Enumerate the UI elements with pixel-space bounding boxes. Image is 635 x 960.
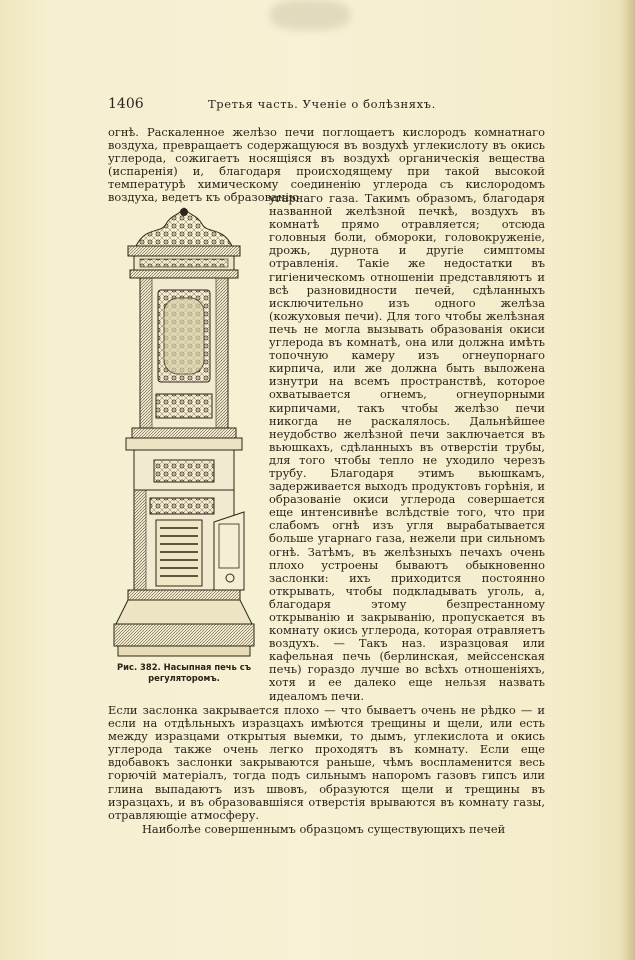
page-header [108, 96, 548, 112]
paragraph-column: угарнаго газа. Такимъ образомъ, благодаря названной желѣзной печкѣ, воздухъ въ комнатѣ прямо отравляется; отсюда головныя боли, обмороки, головокруженіе, дрожь, дурнота и другіе симптомы отравленія. Такіе же недостатки въ гигіеническомъ отношеніи представляютъ и всѣ разновидности печей, сдѣланныхъ исключительно изъ одного желѣза (кожуховыя печи). Для того чтобы желѣзная печь не могла вызывать образованія окиси углерода въ комнатѣ, она или должна имѣть топочную камеру изъ огнеупорнаго кирпича, или же должна быть выложена изнутри на всемъ пространствѣ, которое охватывается огнемъ, огнеупорными кирпичами, такъ чтобы желѣзо печи никогда не раскалялось. Дальнѣйшее неудобство желѣзной печи заключается въ вьюшкахъ, сдѣланныхъ въ отверстіи трубы, для того чтобы тепло не уходило черезъ трубу. Благодаря этимъ вьюшкамъ, задерживается выходъ продуктовъ горѣнія, и образованіе окиси углерода совершается еще интенсивнѣе вслѣдствіе того, что при слабомъ огнѣ изъ угля вырабатывается больше угарнаго газа, нежели при сильномъ огнѣ. Затѣмъ, въ желѣзныхъ печахъ очень плохо устроены бываютъ обыкновенно заслонки: ихъ приходится постоянно открывать, чтобы подкладывать уголь, а, благодаря этому безпрестанному открыванію и закрыванію, пропускается въ комнату окись углерода, которая отравляетъ воздухъ. — Такъ наз. изразцовая или кафельная печь (берлинская, мейссенская печь) гораздо лучше во всѣхъ отношеніяхъ, хотя и ее далеко еще нельзя назвать идеаломъ печи. [269, 191, 545, 703]
paragraph-last: Наиболѣе совершеннымъ образцомъ существующихъ печей [142, 822, 506, 836]
figure-caption: Рис. 382. Насыпная печь съ регуляторомъ. [116, 662, 252, 683]
stove-figure [106, 206, 262, 661]
running-title: Третья часть. Ученіе о болѣзняхъ. [208, 97, 436, 111]
page-spine-shadow [621, 0, 635, 960]
tiled-stove-icon [106, 206, 262, 661]
page-number: 1406 [108, 96, 144, 112]
paragraph-bottom: Если заслонка закрывается плохо — что бываетъ очень не рѣдко — и если на отдѣльныхъ изразцахъ имѣются трещины и щели, или есть между изразцами открытыя выемки, то дымъ, углекислота и окись углерода также очень легко проходятъ въ комнату. Если еще вдобавокъ заслонки закрываются раньше, чѣмъ воспламенится весь горючій матеріалъ, тогда подъ сильнымъ напоромъ газовъ гипсъ или глина выпадаютъ изъ швовъ, образуются щели и трещины въ изразцахъ, и въ образовавшіяся отверстія врываются въ комнату газы, отравляющіе атмосферу. [108, 703, 545, 822]
paragraph-top: огнѣ. Раскаленное желѣзо печи поглощаетъ кислородъ комнатнаго воздуха, превращаетъ содержащуюся въ воздухѣ углекислоту въ окись углерода, сожигаетъ носящіяся въ воздухѣ органическія вещества (испаренія) и, благодаря происходящему при такой высокой температурѣ химическому соединенію углерода съ кислородомъ воздуха, ведетъ къ образованію [108, 125, 545, 205]
paper-stain [270, 0, 350, 30]
